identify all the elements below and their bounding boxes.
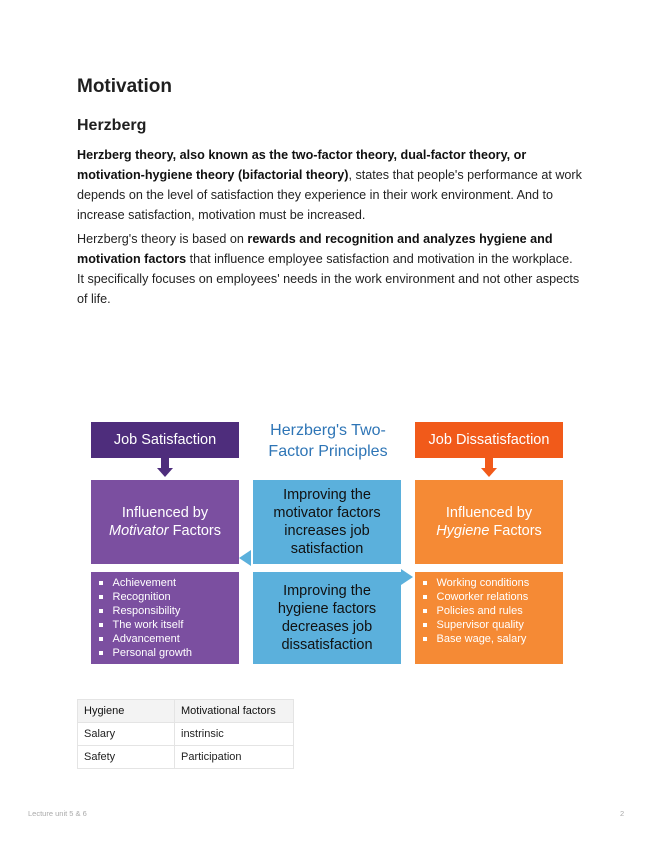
- page-title: Motivation: [77, 76, 172, 97]
- basis-text: that influence employee satisfaction and motivation in the workplace. It specifically focuses on employees' needs in the work environment and not other aspects of life.: [77, 252, 580, 306]
- bullet-icon: [99, 581, 103, 585]
- diagram-title-line2: Factor Principles: [268, 443, 388, 460]
- right-down-arrow: [485, 458, 493, 468]
- motivator-factors-box: [91, 480, 239, 564]
- right-pointing-arrow-head: [401, 569, 413, 585]
- hygiene-box-line1: Influenced by: [445, 505, 533, 521]
- hygiene-tail: Factors: [489, 523, 542, 539]
- hygiene-italic: Hygiene: [436, 523, 490, 539]
- motivator-box-line1: Influenced by: [121, 505, 209, 521]
- footer-page-number: 2: [620, 809, 625, 818]
- center-bottom-line3: decreases job: [281, 619, 373, 635]
- list-item-label: Supervisor quality: [436, 619, 524, 631]
- table-cell: Salary: [78, 723, 175, 746]
- table-cell: Safety: [78, 746, 175, 769]
- hygiene-factor-list: [415, 572, 563, 664]
- list-item: [423, 618, 563, 632]
- list-item-label: Achievement: [112, 577, 177, 589]
- bullet-icon: [99, 595, 103, 599]
- basis-bold-text: rewards and recognition and analyzes hygiene and motivation factors: [77, 232, 553, 266]
- definition-text: , states that people's performance at work depends on the level of satisfaction they experience in their work environment. And to increase satisfaction, motivation must be increased.: [77, 168, 582, 222]
- job-satisfaction-header: Job Satisfaction: [91, 422, 239, 458]
- table-cell: Participation: [175, 746, 294, 769]
- list-item-label: Advancement: [112, 633, 180, 645]
- bullet-icon: [423, 581, 427, 585]
- table-header-motivational: Motivational factors: [175, 700, 294, 723]
- two-factor-diagram: [91, 418, 565, 668]
- diagram-title: [251, 420, 405, 462]
- motivator-italic: Motivator: [108, 523, 169, 539]
- hygiene-box-line2: [436, 522, 542, 540]
- center-top-line3: increases job: [284, 523, 370, 539]
- bullet-icon: [423, 609, 427, 613]
- list-item: [423, 590, 563, 604]
- factors-table: [77, 699, 294, 769]
- list-item: [99, 590, 239, 604]
- section-title: Herzberg: [77, 117, 147, 134]
- list-item: [423, 604, 563, 618]
- center-top-line2: motivator factors: [273, 505, 381, 521]
- table-row: [78, 746, 294, 769]
- list-item: [99, 618, 239, 632]
- list-item-label: Recognition: [112, 591, 171, 603]
- bullet-icon: [99, 623, 103, 627]
- motivator-factor-list: [91, 572, 239, 664]
- center-top-box: [253, 480, 401, 564]
- bullet-icon: [99, 609, 103, 613]
- center-bottom-line2: hygiene factors: [277, 601, 377, 617]
- list-item-label: Base wage, salary: [436, 633, 527, 645]
- center-bottom-line4: dissatisfaction: [281, 637, 373, 653]
- definition-bold-text: Herzberg theory, also known as the two-factor theory, dual-factor theory, or motivation-hygiene theory (bifactorial theory): [77, 148, 527, 182]
- job-dissatisfaction-header: Job Dissatisfaction: [415, 422, 563, 458]
- list-item-label: Responsibility: [112, 605, 181, 617]
- paragraph-herzberg-definition: [77, 145, 582, 225]
- list-item: [99, 632, 239, 646]
- diagram-title-line1: Herzberg's Two-: [270, 422, 386, 439]
- footer-lecture-label: Lecture unit 5 & 6: [28, 809, 87, 818]
- center-bottom-box: [253, 572, 401, 664]
- list-item: [423, 576, 563, 590]
- motivator-box-line2: [109, 522, 221, 540]
- list-item-label: Personal growth: [112, 647, 192, 659]
- list-item-label: Working conditions: [436, 577, 530, 589]
- list-item-label: The work itself: [112, 619, 184, 631]
- right-down-arrow-head: [481, 468, 497, 477]
- left-down-arrow-head: [157, 468, 173, 477]
- paragraph-herzberg-basis: [77, 229, 582, 309]
- center-top-line4: satisfaction: [290, 541, 364, 557]
- list-item-label: Coworker relations: [436, 591, 529, 603]
- table-row: [78, 723, 294, 746]
- center-bottom-line1: Improving the: [283, 583, 371, 599]
- center-top-line1: Improving the: [283, 487, 371, 503]
- left-down-arrow: [161, 458, 169, 468]
- table-cell: instrinsic: [175, 723, 294, 746]
- bullet-icon: [423, 637, 427, 641]
- table-header-hygiene: Hygiene: [78, 700, 175, 723]
- bullet-icon: [99, 651, 103, 655]
- motivator-tail: Factors: [168, 523, 221, 539]
- hygiene-factors-box: [415, 480, 563, 564]
- bullet-icon: [423, 595, 427, 599]
- basis-intro-text: Herzberg's theory is based on: [77, 232, 248, 246]
- list-item-label: Policies and rules: [436, 605, 523, 617]
- bullet-icon: [99, 637, 103, 641]
- table-header-row: [78, 700, 294, 723]
- list-item: [99, 576, 239, 590]
- list-item: [99, 604, 239, 618]
- left-pointing-arrow-head: [239, 550, 251, 566]
- bullet-icon: [423, 623, 427, 627]
- list-item: [99, 646, 239, 660]
- list-item: [423, 632, 563, 646]
